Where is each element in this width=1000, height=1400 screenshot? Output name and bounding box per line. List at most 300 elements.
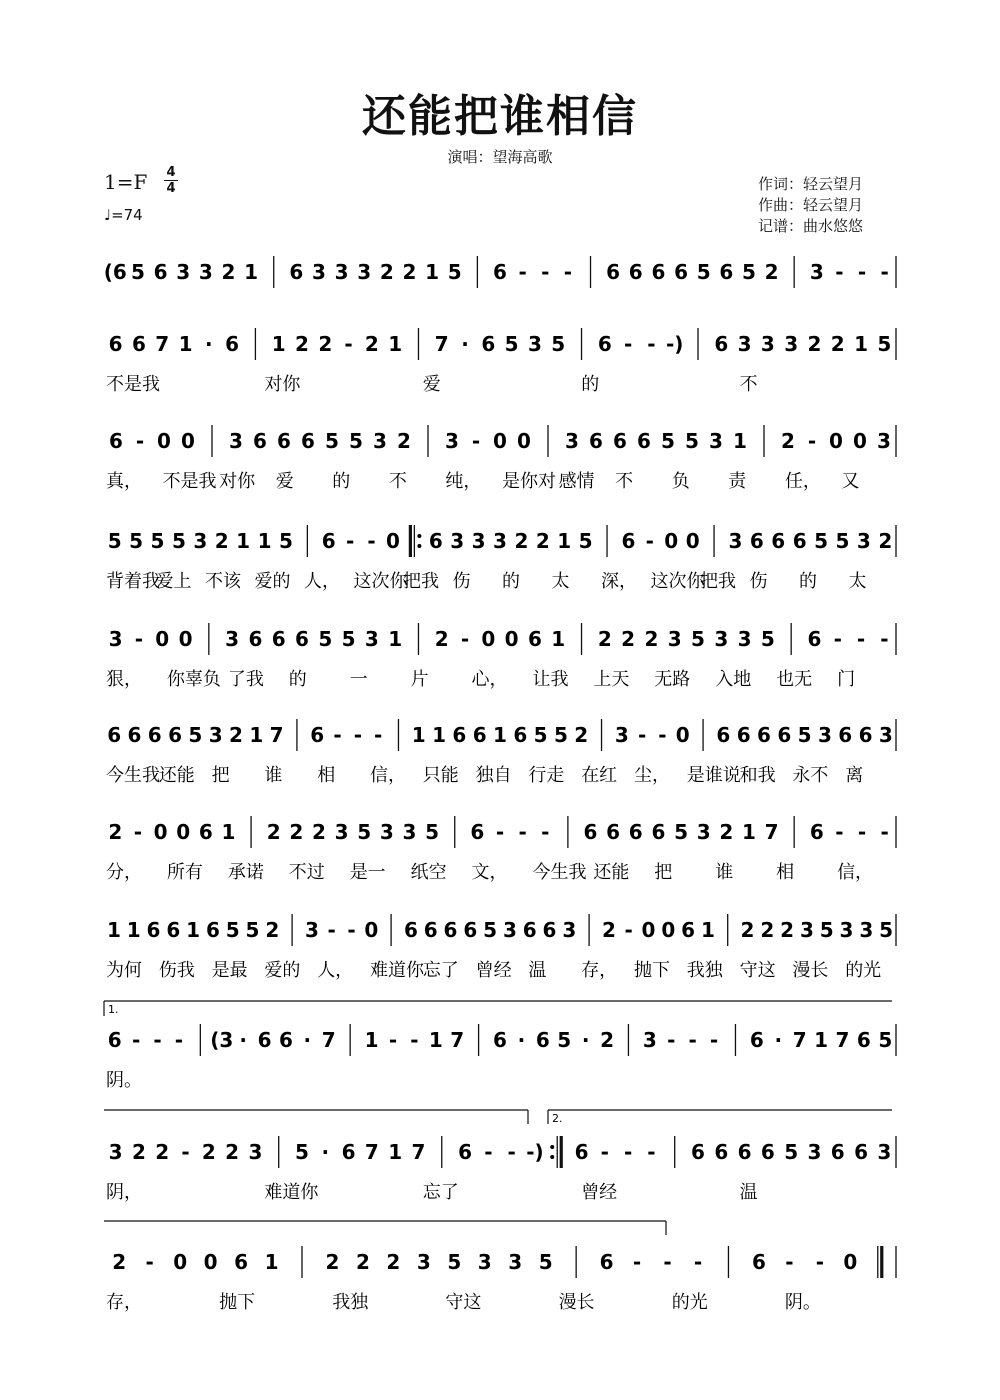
score-note: - (373, 723, 383, 747)
score-note: 5 (533, 723, 548, 747)
score-note: 1 (557, 529, 572, 553)
score-note: · (303, 1028, 312, 1052)
score-note: 6 (423, 918, 438, 942)
score-note: 6 (714, 332, 729, 356)
score-note: - (347, 918, 356, 942)
score-note: 2 (386, 1250, 401, 1274)
score-note: 2 (265, 918, 280, 942)
lyric-word: 永不 (792, 765, 829, 786)
lyric-word: 把 (211, 765, 230, 786)
score-note: 6 (858, 723, 873, 747)
score-note: 5 (171, 529, 186, 553)
lyric-word: 这次你 (650, 571, 705, 592)
score-note: 6 (651, 260, 666, 284)
score-note: - (880, 820, 889, 844)
score-note: · (321, 1140, 330, 1164)
score-note: 2 (379, 260, 394, 284)
score-note: 6 (310, 723, 325, 747)
score-note: 5 (835, 529, 850, 553)
score-note: 6 (225, 332, 240, 356)
score-note: 6 (681, 918, 696, 942)
score-note: 3 (799, 918, 814, 942)
repeat-dot (417, 534, 421, 538)
score-note: 3 (839, 918, 854, 942)
score-note: 6 (166, 918, 181, 942)
score-note: 7 (792, 1028, 807, 1052)
score-note: 5 (447, 1250, 462, 1274)
score-note: 1 (264, 1250, 279, 1274)
score-note: 6 (146, 918, 161, 942)
lyric-word: 一 (349, 669, 368, 690)
lyric-word: 不 (388, 471, 407, 492)
lyric-word: 人， (304, 571, 340, 592)
score-note: 1 (388, 627, 403, 651)
score-note: 6 (481, 332, 496, 356)
lyric-word: 漫长 (558, 1292, 595, 1313)
score-note: 6 (542, 918, 557, 942)
score-note: 3 (176, 260, 191, 284)
score-note: 2 (266, 820, 281, 844)
lyric-word: 不 (739, 374, 758, 395)
score-note: 5 (538, 1250, 553, 1274)
score-note: - (880, 260, 889, 284)
score-note: 0 (493, 429, 507, 453)
score-note: 2 (355, 1250, 370, 1274)
score-note: 0 (504, 627, 519, 651)
lyric-word: 的 (332, 471, 351, 492)
score-note: (6 (103, 260, 127, 284)
score-note: 7 (450, 1028, 465, 1052)
score-note: 6 (248, 627, 263, 651)
lyric-word: 负 (671, 471, 690, 492)
score-note: - (856, 627, 866, 651)
score-note: 0 (181, 429, 195, 453)
score-note: 6 (127, 723, 142, 747)
lyric-word: 不是我 (106, 374, 160, 395)
score-note: - (460, 627, 470, 651)
score-note: - (153, 1028, 162, 1052)
score-note: - (835, 260, 844, 284)
score-note: 2 (434, 627, 449, 651)
lyric-word: 是谁说 (686, 765, 741, 786)
score-note: 6 (535, 1028, 550, 1052)
score-note: - (174, 1028, 184, 1052)
score-note: 1 (741, 820, 756, 844)
score-note: · (461, 332, 469, 356)
lyric-word: 无路 (654, 669, 691, 690)
score-note: 1 (425, 260, 440, 284)
score-note: - (815, 1250, 825, 1274)
score-note: 6 (716, 723, 731, 747)
score-note: 2 (830, 332, 845, 356)
score-note: 7 (155, 332, 170, 356)
lyric-word: 爱上 (155, 571, 192, 592)
lyric-word: 难道你 (264, 1182, 319, 1203)
score-note: 7 (434, 332, 449, 356)
score-note: 6 (277, 429, 291, 453)
score-note: 2 (402, 260, 417, 284)
lyric-word: 温 (528, 960, 547, 981)
score-note: 6 (289, 260, 304, 284)
song-title: 还能把谁相信 (362, 91, 638, 142)
score-note: · (205, 332, 213, 356)
score-note: 6 (493, 260, 507, 284)
score-note: · (581, 1028, 590, 1052)
time-signature-bottom: 4 (166, 181, 176, 196)
lyric-word: 的 (799, 571, 817, 592)
score-note: 6 (428, 529, 443, 553)
score-note: 2 (764, 260, 779, 284)
score-note: 6 (198, 820, 213, 844)
score-note: - (857, 820, 867, 844)
score-note: 6 (854, 1140, 869, 1164)
lyric-word: 任， (784, 471, 821, 492)
lyric-word: 行走 (528, 765, 565, 786)
score-note: 2 (740, 918, 755, 942)
lyric-word: 承诺 (227, 862, 264, 883)
lyric-word: 的 (502, 571, 520, 592)
score-note: 5 (696, 260, 711, 284)
score-note: 6 (637, 429, 651, 453)
lyric-word: 和我 (739, 765, 776, 786)
lyric-word: 伤 (452, 571, 471, 592)
score-note: 5 (349, 429, 363, 453)
score-note: - (346, 529, 355, 553)
score-note: 6 (205, 918, 220, 942)
score-note: (3 (210, 1028, 234, 1052)
score-note: - (688, 1028, 697, 1052)
lyric-word: 今生我 (106, 765, 160, 786)
score-note: 3 (877, 429, 891, 453)
score-note: 3 (784, 332, 799, 356)
lyric-word: 让我 (532, 669, 569, 690)
score-note: 2 (644, 627, 659, 651)
score-note: 6 (463, 918, 478, 942)
lyric-word: 抛下 (634, 960, 670, 981)
lyric-word: 背着我 (106, 571, 160, 592)
lyric-word: 伤 (749, 571, 768, 592)
score-note: · (517, 1028, 526, 1052)
lyric-word: 对你 (264, 374, 301, 395)
score-note: - (600, 1140, 609, 1164)
score-note: 2 (312, 820, 326, 844)
score-note: 2 (601, 918, 616, 942)
lyric-word: 不是我 (162, 471, 217, 492)
lyric-word: 把我 (403, 571, 439, 592)
score-note: 0 (155, 627, 170, 651)
score-note: 3 (737, 627, 752, 651)
score-note: 5 (278, 529, 293, 553)
score-note: 2 (325, 1250, 340, 1274)
score-note: 2 (221, 260, 236, 284)
score-note: 7 (835, 1028, 850, 1052)
score-note: 3 (642, 1028, 657, 1052)
score-note: - (623, 1140, 633, 1164)
volta-2-label: 2. (552, 1112, 563, 1125)
lyric-word: 漫长 (792, 960, 829, 981)
score-note: 6 (838, 723, 853, 747)
lyric-word: 把 (654, 862, 673, 883)
score-note: 6 (599, 1250, 614, 1274)
score-note: 3 (450, 529, 465, 553)
lyric-word: 是最 (211, 960, 248, 981)
score-note: 6 (760, 1140, 775, 1164)
lyric-word: 感情 (558, 471, 595, 492)
score-note: 6 (271, 627, 286, 651)
score-note: - (134, 627, 144, 651)
score-note: 3 (502, 918, 517, 942)
lyric-word: 曾经 (581, 1182, 618, 1203)
score-note: 5 (877, 332, 892, 356)
lyric-word: 还能 (158, 765, 195, 786)
score-note: 1 (236, 529, 251, 553)
lyric-word: 爱的 (264, 960, 301, 981)
score-note: 6 (674, 260, 688, 284)
score-note: - (344, 332, 353, 356)
score-note: - (709, 1028, 719, 1052)
score-note: 6 (443, 918, 458, 942)
score-note: 3 (714, 627, 729, 651)
score-note: 6 (737, 1140, 752, 1164)
score-note: - (333, 723, 342, 747)
score-note: - (388, 1028, 398, 1052)
lyric-word: 纸空 (410, 862, 447, 883)
score-note: 5 (225, 918, 240, 942)
score-note: - (623, 332, 633, 356)
score-note: 3 (225, 627, 240, 651)
score-note: 2 (878, 529, 893, 553)
score-note: 5 (551, 332, 566, 356)
score-note: 6 (621, 529, 636, 553)
score-note: - (563, 260, 573, 284)
lyric-word: 为何 (106, 960, 142, 981)
score-note: 6 (613, 429, 627, 453)
score-note: 6 (792, 529, 807, 553)
score-note: 5 (325, 429, 339, 453)
score-note: 3 (445, 429, 459, 453)
score-note: 6 (757, 723, 771, 747)
score-note: 3 (859, 918, 874, 942)
score-note: 5 (557, 1028, 572, 1052)
score-note: 6 (606, 260, 621, 284)
lyric-word: 存， (106, 1292, 142, 1313)
score-note: 6 (472, 723, 487, 747)
score-note: - (663, 1250, 672, 1274)
score-note: 6 (341, 1140, 356, 1164)
lyric-word: 所有 (166, 862, 203, 883)
score-note: 2 (108, 820, 123, 844)
score-note: 3 (737, 332, 752, 356)
score-note: 6 (628, 820, 643, 844)
score-note: 5 (483, 918, 498, 942)
score-note: 6 (493, 1028, 507, 1052)
lyric-word: 文， (471, 862, 508, 883)
score-note: 3 (709, 429, 723, 453)
score-note: 0 (173, 1250, 188, 1274)
score-note: 3 (508, 1250, 523, 1274)
lyric-word: 责 (728, 471, 747, 492)
score-note: 6 (153, 260, 168, 284)
score-note: 2 (214, 529, 229, 553)
score-note: 3 (807, 1140, 822, 1164)
score-note: - (181, 1140, 190, 1164)
score-note: 6 (131, 332, 146, 356)
score-note: 0 (153, 820, 168, 844)
score-note: 5 (447, 260, 462, 284)
score-note: 1 (257, 529, 272, 553)
lyric-word: 阴， (106, 1182, 142, 1203)
score-note: 3 (248, 1140, 263, 1164)
lyric-word: 难道你 (370, 960, 424, 981)
score-note: 5 (878, 1028, 893, 1052)
score-note: 2 (397, 429, 411, 453)
score-note: - (647, 332, 656, 356)
score-note: - (785, 1250, 794, 1274)
time-signature-top: 4 (166, 165, 176, 180)
lyric-word: 心， (471, 669, 508, 690)
lyric-word: 纯， (445, 471, 482, 492)
score-note: 6 (574, 1140, 589, 1164)
score-note: 6 (257, 1028, 272, 1052)
score-note: 2 (600, 1028, 614, 1052)
lyricist-credit: 作词：轻云望月 (758, 175, 864, 193)
score-note: 6 (253, 429, 267, 453)
score-note: 6 (749, 1028, 764, 1052)
score-note: 5 (760, 627, 775, 651)
score-note: 0 (203, 1250, 218, 1274)
score-note: 3 (878, 723, 893, 747)
score-note: 2 (621, 627, 636, 651)
lyric-word: 忘了 (422, 960, 459, 981)
score-note: - (807, 429, 817, 453)
lyric-word: 伤我 (158, 960, 195, 981)
score-note: 7 (364, 1140, 379, 1164)
score-note: 1 (854, 332, 869, 356)
lyric-word: 还能 (593, 862, 630, 883)
score-note: 6 (168, 723, 183, 747)
repeat-dot (550, 1155, 554, 1159)
score-note: 6 (809, 820, 824, 844)
score-note: 3 (809, 260, 824, 284)
score-note: 3 (493, 529, 507, 553)
score-note: · (239, 1028, 247, 1052)
score-note: - (131, 1028, 141, 1052)
score-note: 5 (553, 723, 568, 747)
score-note: 5 (425, 820, 440, 844)
score-note: 3 (614, 723, 629, 747)
lyric-word: 的 (288, 669, 307, 690)
volta-1-label: 1. (108, 1003, 119, 1016)
score-note: 6 (691, 1140, 705, 1164)
score-note: 0 (843, 1250, 858, 1274)
lyric-word: 狠， (106, 669, 142, 690)
lyric-word: 不过 (288, 862, 325, 883)
score-note: 3 (696, 820, 711, 844)
score-note: 5 (819, 918, 834, 942)
score-note: 1 (249, 723, 264, 747)
score-note: - (637, 723, 647, 747)
lyric-word: 了我 (227, 669, 264, 690)
score-note: 2 (781, 429, 795, 453)
lyric-word: 爱 (275, 471, 294, 492)
score-note: - (133, 820, 143, 844)
score-note: - (835, 820, 844, 844)
lyric-word: 是你对 (502, 471, 556, 492)
score-note: 3 (856, 529, 871, 553)
lyric-word: 你辜负 (166, 669, 221, 690)
lyric-word: 人， (317, 960, 354, 981)
score-note: - (667, 1028, 676, 1052)
score-note: 2 (229, 723, 243, 747)
score-note: - (632, 1250, 642, 1274)
score-note: 5 (814, 529, 829, 553)
lyric-word: 是一 (349, 862, 386, 883)
score-note: 0 (661, 918, 676, 942)
score-note: 3 (477, 1250, 492, 1274)
lyric-word: 这次你 (353, 571, 408, 592)
score-note: - (367, 529, 376, 553)
score-note: - (471, 429, 481, 453)
score-note: 5 (129, 529, 144, 553)
score-note: 5 (357, 820, 372, 844)
lyric-word: 的光 (671, 1292, 708, 1313)
score-note: 0 (481, 627, 496, 651)
tempo-marking: ♩=74 (104, 206, 143, 224)
score-note: 3 (208, 723, 223, 747)
score-note: - (135, 429, 145, 453)
lyric-word: 太 (848, 571, 867, 592)
score-note: 6 (749, 529, 764, 553)
lyric-word: 存， (581, 960, 618, 981)
score-note: 6 (583, 820, 598, 844)
score-note: 1 (388, 1140, 403, 1164)
lyric-word: 深， (601, 571, 637, 592)
lyric-word: 独自 (475, 765, 512, 786)
score-note: 2 (295, 332, 309, 356)
score-note: - (145, 1250, 154, 1274)
score-note: - (518, 820, 527, 844)
score-note: 2 (289, 820, 304, 844)
lyric-word: 在红 (581, 765, 618, 786)
score-note: 6 (606, 820, 621, 844)
score-note: 6 (301, 429, 315, 453)
score-note: 0 (675, 723, 690, 747)
lyric-word: 阴。 (106, 1070, 142, 1091)
score-note: 1 (733, 429, 747, 453)
score-note: 6 (107, 1028, 122, 1052)
score-note: 6 (147, 723, 162, 747)
score-note: 2 (225, 1140, 240, 1164)
score-note: 0 (176, 820, 191, 844)
score-note: - (410, 1028, 419, 1052)
score-note: 6 (719, 260, 734, 284)
score-note: 5 (661, 429, 675, 453)
lyric-word: 尘， (634, 765, 670, 786)
score-note: 6 (807, 627, 822, 651)
score-note: 6 (830, 1140, 845, 1164)
score-note: 0 (829, 429, 843, 453)
singer-line: 演唱：望海高歌 (447, 148, 553, 166)
lyric-word: 把我 (700, 571, 736, 592)
score-note: - (624, 918, 633, 942)
score-note: 6 (107, 723, 122, 747)
lyric-word: 温 (739, 1182, 758, 1203)
score-note: 1 (388, 332, 403, 356)
score-note: 6 (777, 723, 792, 747)
transcriber-credit: 记谱：曲水悠悠 (758, 217, 864, 235)
score-note: 3 (728, 529, 743, 553)
score-note: · (774, 1028, 783, 1052)
